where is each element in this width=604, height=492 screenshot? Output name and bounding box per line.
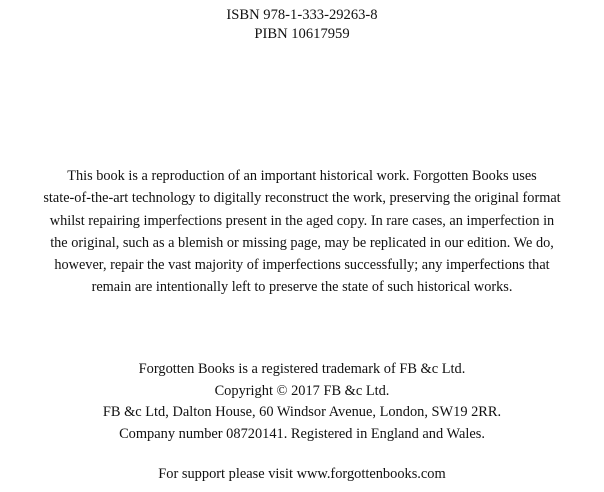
identifier-block	[0, 6, 604, 44]
support-block	[0, 464, 604, 484]
legal-block	[0, 359, 604, 446]
company-line: Company number 08720141. Registered in England and Wales.	[119, 426, 485, 443]
notice-line-2: state-of-the-art technology to digitally reconstruct the work, preserving the original format	[43, 190, 561, 207]
notice-line-4: the original, such as a blemish or missing page, may be replicated in our edition. We do,	[50, 234, 554, 251]
notice-line-6: remain are intentionally left to preserve the state of such historical works.	[91, 279, 513, 296]
reproduction-notice	[0, 165, 604, 299]
copyright-line: Copyright © 2017 FB &c Ltd.	[214, 382, 390, 399]
pibn-line: PIBN 10617959	[254, 26, 350, 42]
address-line: FB &c Ltd, Dalton House, 60 Windsor Avenue, London, SW19 2RR.	[102, 404, 502, 421]
notice-line-1: This book is a reproduction of an important historical work. Forgotten Books uses	[67, 168, 537, 184]
notice-line-5: however, repair the vast majority of imperfections successfully; any imperfections that	[54, 257, 550, 274]
isbn-line: ISBN 978-1-333-29263-8	[226, 7, 378, 23]
trademark-line: Forgotten Books is a registered trademark of FB &c Ltd.	[138, 361, 466, 377]
support-line: For support please visit www.forgottenbooks.com	[158, 466, 446, 482]
notice-line-3: whilst repairing imperfections present in the aged copy. In rare cases, an imperfection in	[49, 212, 555, 229]
